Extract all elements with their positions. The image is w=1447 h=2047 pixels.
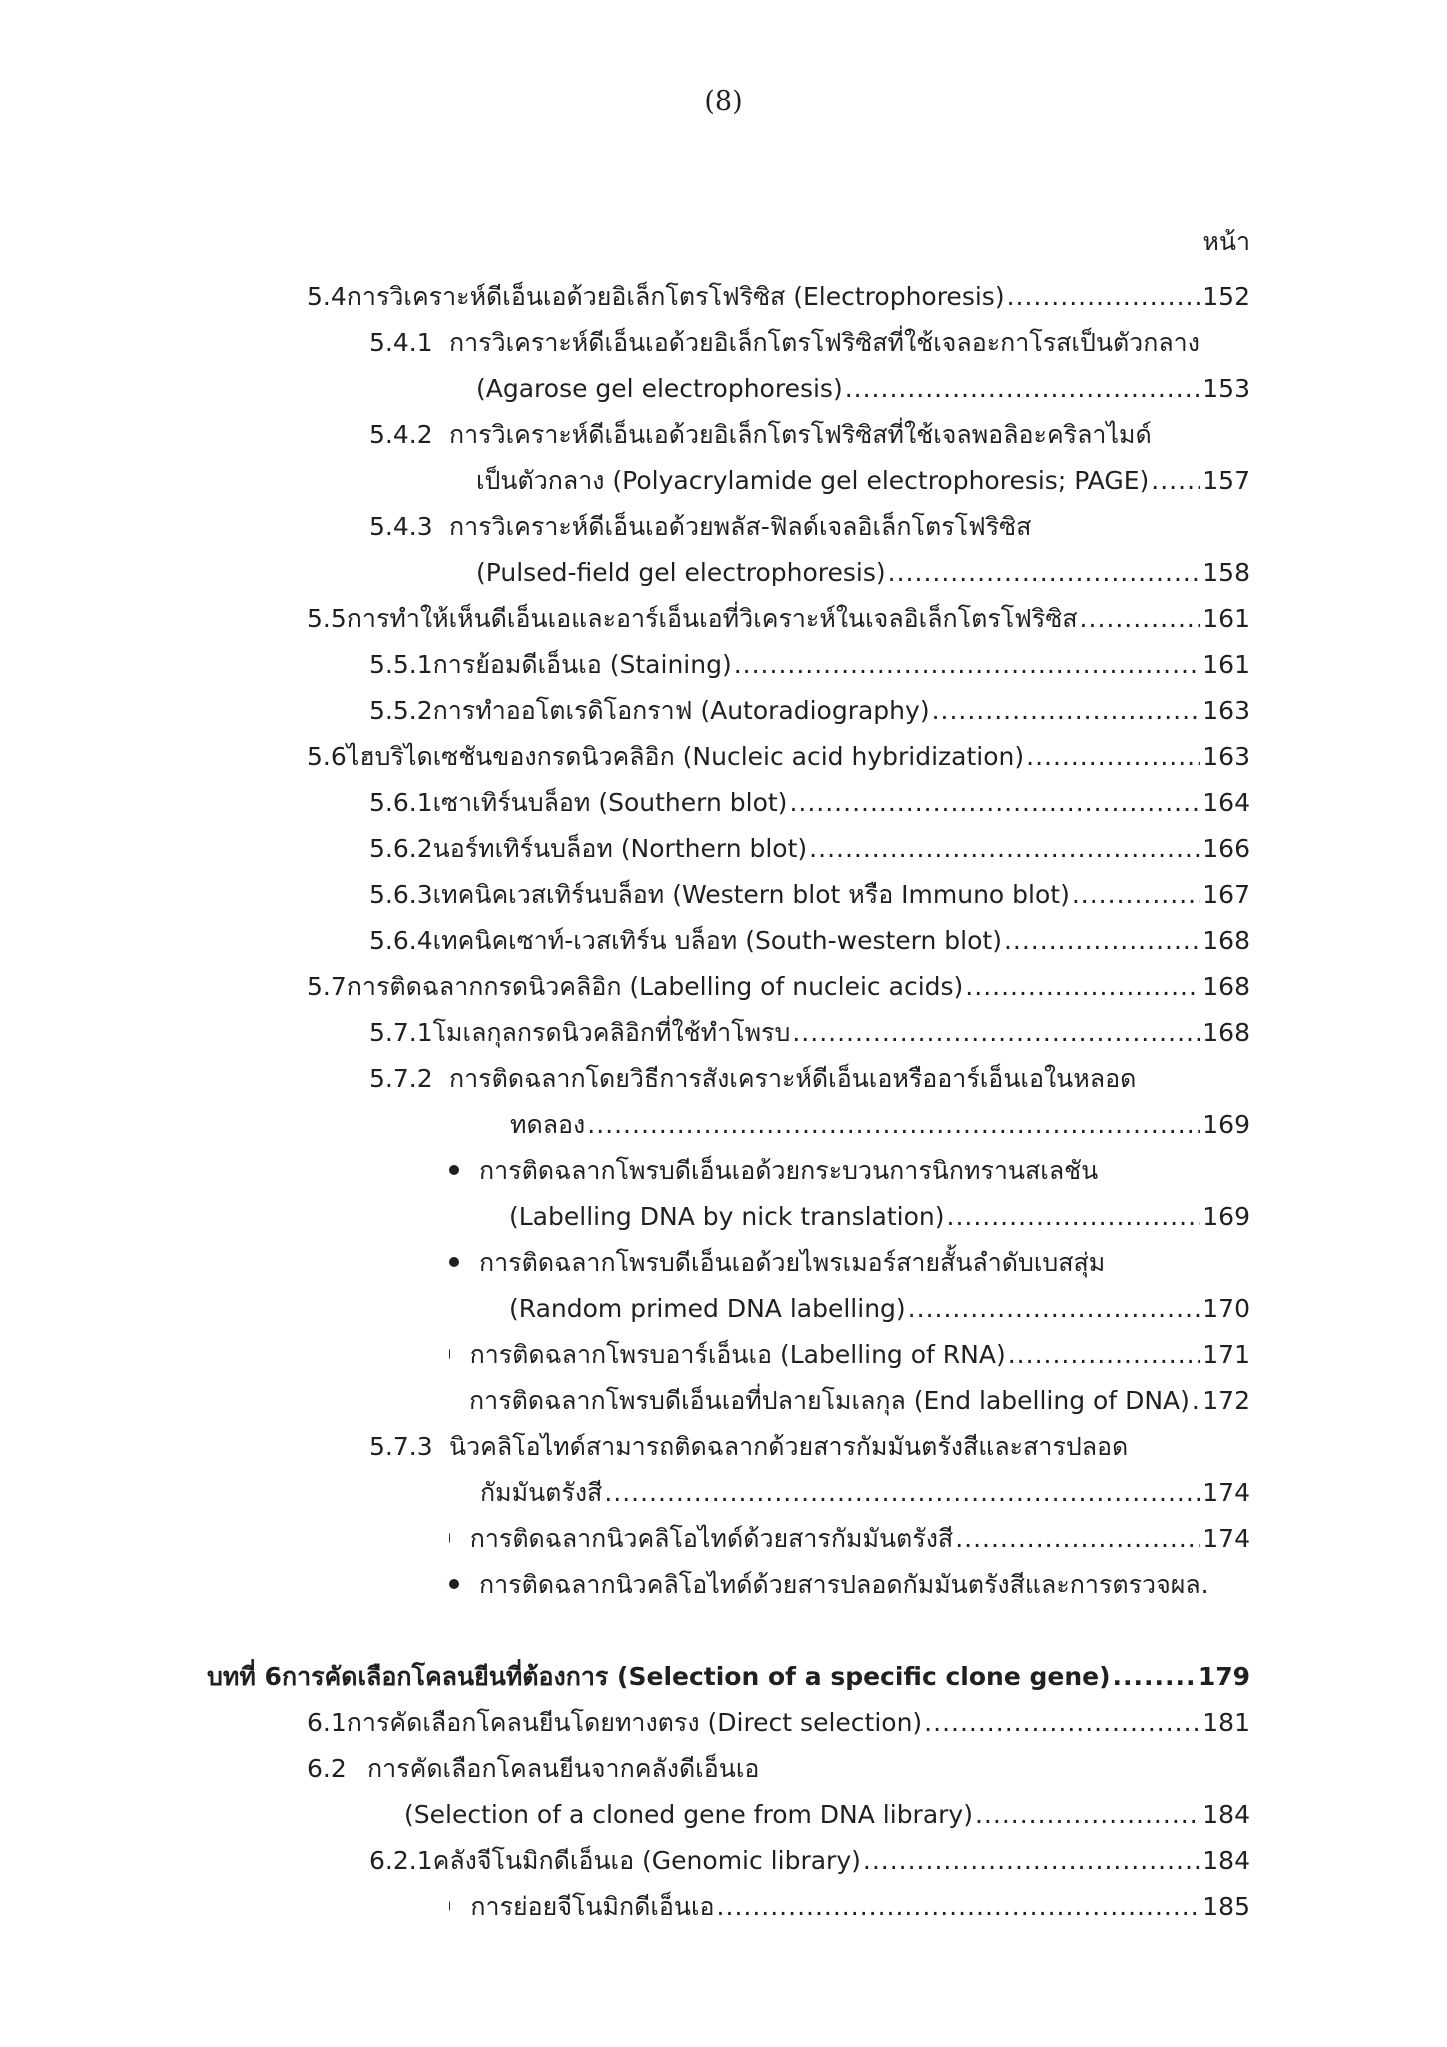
dot-leader <box>1008 1338 1201 1372</box>
toc-entry-title: การคัดเลือกโคลนยีนจากคลังดีเอ็นเอ <box>367 1754 760 1783</box>
dot-leader <box>965 970 1200 1004</box>
toc-entry-page: 167 <box>1202 880 1250 909</box>
toc-entry <box>449 1384 1250 1418</box>
toc-entry-page: 168 <box>1202 972 1250 1001</box>
toc-entry <box>307 970 1250 1004</box>
toc-entry <box>307 280 1250 314</box>
toc-entry-number: 6.1 <box>307 1708 347 1737</box>
toc-entry <box>404 1798 1250 1832</box>
toc-entry <box>307 740 1250 774</box>
toc-entry-number: 5.4.1 <box>369 328 433 357</box>
toc-entry-number: 5.6.3 <box>369 880 433 909</box>
toc-entry-page: 169 <box>1202 1110 1250 1139</box>
toc-entry-page: 153 <box>1202 374 1250 403</box>
toc-entry-title: (Selection of a cloned gene from DNA library) <box>404 1800 973 1829</box>
toc-entry-title: ไฮบริไดเซชันของกรดนิวคลิอิก (Nucleic acid hybridization) <box>346 742 1025 771</box>
toc-entry-number: 5.6.4 <box>369 926 433 955</box>
toc-entry-number: 5.6.2 <box>369 834 433 863</box>
toc-entry-number: 5.6.1 <box>369 788 433 817</box>
toc-entry-number: 5.4.2 <box>369 420 433 449</box>
toc-entry-number: 5.4 <box>307 282 347 311</box>
toc-entry <box>369 1016 1250 1050</box>
toc-entry-title: การติดฉลากโพรบดีเอ็นเอด้วยกระบวนการนิกทรานสเลชัน <box>479 1156 1099 1185</box>
dot-leader <box>1072 878 1200 912</box>
dot-leader <box>975 1798 1200 1832</box>
toc-entry <box>307 602 1250 636</box>
toc-entry <box>509 1292 1250 1326</box>
toc-entry-page: 168 <box>1202 1018 1250 1047</box>
bullet-icon <box>449 1165 459 1175</box>
toc-entry-title: การคัดเลือกโคลนยีนโดยทางตรง (Direct selection) <box>346 1708 923 1737</box>
toc-entry <box>480 1476 1250 1510</box>
toc-entry <box>449 1568 1250 1602</box>
toc-entry <box>509 1200 1250 1234</box>
dot-leader <box>947 1200 1201 1234</box>
toc-entry-page: 161 <box>1202 650 1250 679</box>
toc-entry-number: 5.4.3 <box>369 512 433 541</box>
toc-entry <box>449 1246 1250 1280</box>
dot-leader <box>792 1016 1200 1050</box>
toc-entry-title: (Agarose gel electrophoresis) <box>476 374 843 403</box>
toc-entry-title: เป็นตัวกลาง (Polyacrylamide gel electrophoresis; PAGE) <box>476 466 1150 495</box>
toc-entry-title: การวิเคราะห์ดีเอ็นเอด้วยอิเล็กโตรโฟริซิสที่ใช้เจลอะกาโรสเป็นตัวกลาง <box>449 328 1200 357</box>
page-folio: (8) <box>704 86 743 117</box>
toc-entry-number: 6.2.1 <box>369 1846 433 1875</box>
toc-entry-title: การวิเคราะห์ดีเอ็นเอด้วยอิเล็กโตรโฟริซิสที่ใช้เจลพอลิอะคริลาไมด์ <box>449 420 1152 449</box>
dot-leader <box>1113 1660 1196 1694</box>
dot-leader <box>789 786 1200 820</box>
toc-entry-page: 174 <box>1202 1524 1250 1553</box>
toc-entry <box>476 464 1250 498</box>
dot-leader <box>809 832 1200 866</box>
toc-entry-title: การติดฉลากนิวคลิโอไทด์ด้วยสารกัมมันตรังสี <box>469 1524 954 1553</box>
toc-entry-title: การติดฉลากนิวคลิโอไทด์ด้วยสารปลอดกัมมันตรังสีและการตรวจผล. <box>479 1570 1209 1599</box>
bullet-icon <box>449 1257 459 1267</box>
dot-leader <box>604 1476 1200 1510</box>
toc-entry-title: นอร์ทเทิร์นบล็อท (Northern blot) <box>432 834 808 863</box>
toc-entry-title: การติดฉลากกรดนิวคลิอิก (Labelling of nucleic acids) <box>346 972 964 1001</box>
toc-entry-title: การทำออโตเรดิโอกราฟ (Autoradiography) <box>432 696 930 725</box>
toc-entry-page: 184 <box>1202 1846 1250 1875</box>
toc-entry <box>476 372 1250 406</box>
toc-entry-number: 5.5 <box>307 604 347 633</box>
toc-entry-title: การติดฉลากโพรบอาร์เอ็นเอ (Labelling of RNA) <box>469 1340 1006 1369</box>
toc-entry-title: โมเลกุลกรดนิวคลิอิกที่ใช้ทำโพรบ <box>432 1018 791 1047</box>
bullet-icon <box>449 1901 450 1911</box>
bullet-icon <box>449 1349 450 1359</box>
dot-leader <box>717 1890 1201 1924</box>
toc-entry-title: เทคนิคเซาท์-เวสเทิร์น บล็อท (South-western blot) <box>432 926 1002 955</box>
bullet-icon <box>449 1579 459 1589</box>
dot-leader <box>955 1522 1200 1556</box>
dot-leader <box>587 1108 1200 1142</box>
toc-entry <box>369 1430 1250 1464</box>
toc-entry <box>449 1890 1250 1924</box>
dot-leader <box>1004 924 1200 958</box>
dot-leader <box>1007 280 1201 314</box>
toc-entry-title: การคัดเลือกโคลนยีนที่ต้องการ (Selection of a specific clone gene) <box>281 1662 1111 1691</box>
toc-entry-number: 5.7.3 <box>369 1432 433 1461</box>
toc-entry <box>449 1154 1250 1188</box>
toc-entry <box>369 1062 1250 1096</box>
toc-entry-number: 5.5.1 <box>369 650 433 679</box>
toc-entry <box>307 1752 1250 1786</box>
toc-entry <box>476 556 1250 590</box>
toc-entry-page: 168 <box>1202 926 1250 955</box>
toc-entry-page: 174 <box>1202 1478 1250 1507</box>
toc-entry-title: เทคนิคเวสเทิร์นบล็อท (Western blot หรือ Immuno blot) <box>432 880 1070 909</box>
toc-entry <box>369 694 1250 728</box>
dot-leader <box>1080 602 1201 636</box>
toc-entry-title: การย่อยจีโนมิกดีเอ็นเอ <box>470 1892 715 1921</box>
toc-entry-number: 6.2 <box>307 1754 347 1783</box>
dot-leader <box>932 694 1201 728</box>
bullet-icon <box>449 1533 450 1543</box>
toc-entry-page: 166 <box>1202 834 1250 863</box>
toc-entry <box>510 1108 1250 1142</box>
page-column-heading: หน้า <box>1202 227 1250 256</box>
dot-leader <box>845 372 1201 406</box>
toc-entry-title: การทำให้เห็นดีเอ็นเอและอาร์เอ็นเอที่วิเคราะห์ในเจลอิเล็กโตรโฟริซิส <box>346 604 1078 633</box>
toc-entry-page: 181 <box>1202 1708 1250 1737</box>
toc-entry-page: 163 <box>1202 742 1250 771</box>
toc-entry <box>369 648 1250 682</box>
toc-entry-title: (Pulsed-field gel electrophoresis) <box>476 558 886 587</box>
toc-entry-title: นิวคลิโอไทด์สามารถติดฉลากด้วยสารกัมมันตรังสีและสารปลอด <box>449 1432 1129 1461</box>
toc-entry-title: ทดลอง <box>510 1110 586 1139</box>
toc-entry-title: คลังจีโนมิกดีเอ็นเอ (Genomic library) <box>432 1846 861 1875</box>
toc-entry-page: 158 <box>1202 558 1250 587</box>
dot-leader <box>924 1706 1200 1740</box>
toc-entry <box>449 1522 1250 1556</box>
toc-entry-number: 5.5.2 <box>369 696 433 725</box>
toc-entry-page: 185 <box>1202 1892 1250 1921</box>
toc-entry <box>369 878 1250 912</box>
toc-entry-title: การย้อมดีเอ็นเอ (Staining) <box>432 650 732 679</box>
toc-entry <box>207 1660 1250 1694</box>
toc-entry-title: การวิเคราะห์ดีเอ็นเอด้วยพลัส-ฟิลด์เจลอิเล็กโตรโฟริซิส <box>449 512 1032 541</box>
toc-entry-page: 170 <box>1202 1294 1250 1323</box>
toc-entry <box>369 418 1250 452</box>
toc-entry-page: 163 <box>1202 696 1250 725</box>
toc-entry-title: การติดฉลากโพรบดีเอ็นเอด้วยไพรเมอร์สายสั้นลำดับเบสสุ่ม <box>479 1248 1106 1277</box>
toc-entry-page: 161 <box>1202 604 1250 633</box>
toc-entry-title: การติดฉลากโพรบดีเอ็นเอที่ปลายโมเลกุล (End labelling of DNA) <box>469 1386 1190 1415</box>
dot-leader <box>1026 740 1200 774</box>
toc-entry <box>369 924 1250 958</box>
toc-entry <box>307 1706 1250 1740</box>
toc-entry <box>369 1844 1250 1878</box>
dot-leader <box>1192 1384 1200 1418</box>
dot-leader <box>888 556 1201 590</box>
toc-entry-page: 172 <box>1202 1386 1250 1415</box>
dot-leader <box>734 648 1201 682</box>
toc-entry-title: การติดฉลากโดยวิธีการสังเคราะห์ดีเอ็นเอหรืออาร์เอ็นเอในหลอด <box>449 1064 1137 1093</box>
dot-leader <box>1151 464 1200 498</box>
toc-entry-title: กัมมันตรังสี <box>480 1478 603 1507</box>
toc-entry-title: (Random primed DNA labelling) <box>509 1294 906 1323</box>
toc-entry-number: 5.7.1 <box>369 1018 433 1047</box>
toc-entry-page: 179 <box>1197 1662 1250 1691</box>
toc-entry-page: 171 <box>1202 1340 1250 1369</box>
toc-entry-number: 5.7.2 <box>369 1064 433 1093</box>
toc-entry-page: 164 <box>1202 788 1250 817</box>
toc-entry-title: (Labelling DNA by nick translation) <box>509 1202 945 1231</box>
dot-leader <box>863 1844 1200 1878</box>
toc-entry-page: 152 <box>1202 282 1250 311</box>
toc-entry <box>369 786 1250 820</box>
toc-entry <box>449 1338 1250 1372</box>
toc-entry-title: การวิเคราะห์ดีเอ็นเอด้วยอิเล็กโตรโฟริซิส (Electrophoresis) <box>346 282 1005 311</box>
toc-entry-page: 169 <box>1202 1202 1250 1231</box>
dot-leader <box>908 1292 1201 1326</box>
toc-entry-number: บทที่ 6 <box>207 1662 282 1691</box>
toc-entry-page: 157 <box>1202 466 1250 495</box>
toc-entry-number: 5.7 <box>307 972 347 1001</box>
toc-entry-page: 184 <box>1202 1800 1250 1829</box>
toc-entry <box>369 832 1250 866</box>
toc-entry <box>369 326 1250 360</box>
toc-entry-number: 5.6 <box>307 742 347 771</box>
toc-entry <box>369 510 1250 544</box>
toc-entry-title: เซาเทิร์นบล็อท (Southern blot) <box>432 788 788 817</box>
